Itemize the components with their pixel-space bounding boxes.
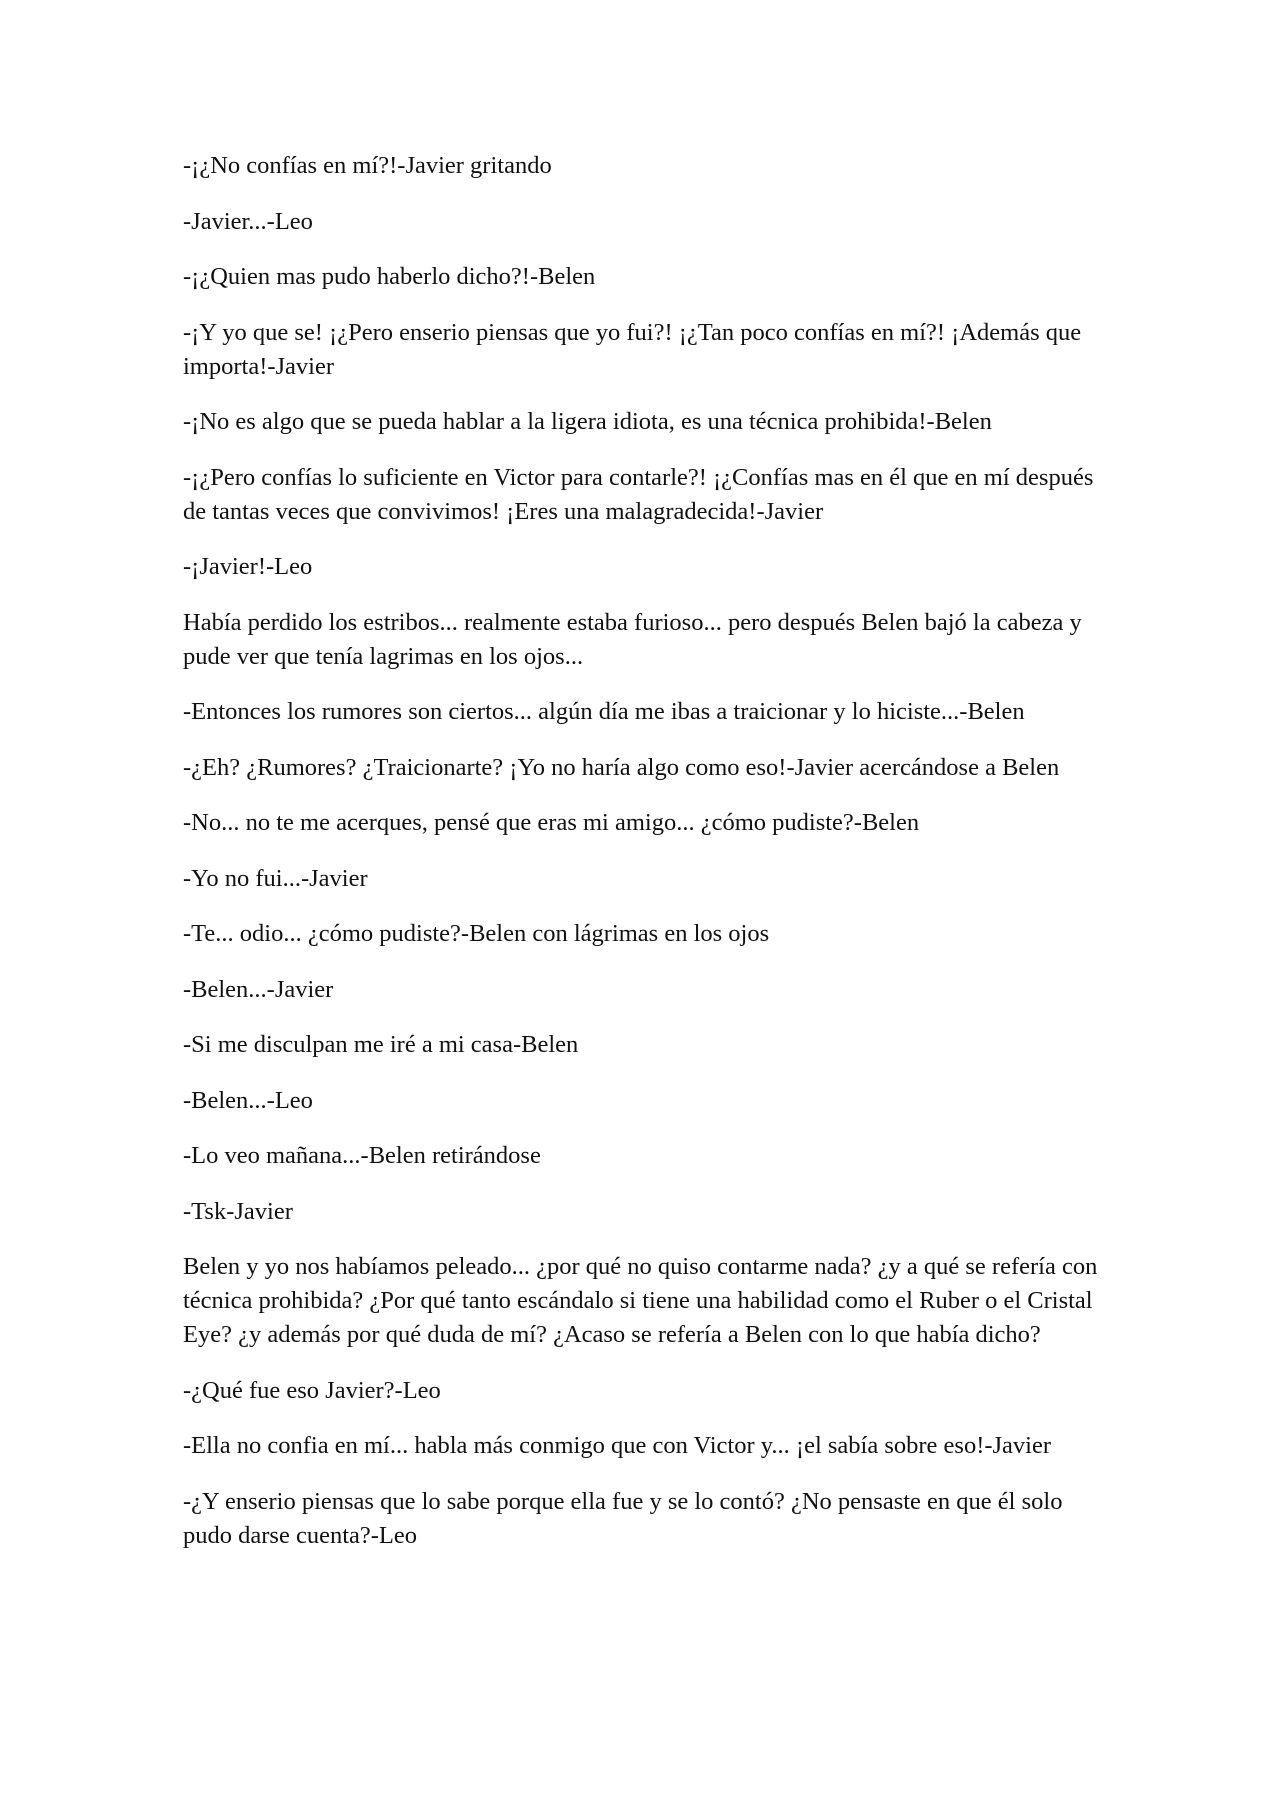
paragraph: -¡Y yo que se! ¡¿Pero enserio piensas que yo fui?! ¡¿Tan poco confías en mí?! ¡Además que importa!-Javier xyxy=(183,318,1082,380)
paragraph: -¡¿No confías en mí?!-Javier gritando xyxy=(183,152,552,179)
paragraph: -Te... odio... ¿cómo pudiste?-Belen con lágrimas en los ojos xyxy=(183,920,770,947)
paragraph: -Si me disculpan me iré a mi casa-Belen xyxy=(183,1031,579,1058)
paragraph: -Entonces los rumores son ciertos... algún día me ibas a traicionar y lo hiciste...-Belen xyxy=(183,698,1025,725)
paragraph: -Ella no confia en mí... habla más conmigo que con Victor y... ¡el sabía sobre eso!-Javier xyxy=(183,1432,1052,1459)
paragraph: -¡¿Pero confías lo suficiente en Victor para contarle?! ¡¿Confías mas en él que en mí después de tantas veces que convivimos! ¡Eres una malagradecida!-Javier xyxy=(183,463,1094,525)
paragraph: -Javier...-Leo xyxy=(183,207,313,235)
paragraph: -¡Javier!-Leo xyxy=(183,553,313,580)
paragraph: -Belen...-Leo xyxy=(183,1086,313,1114)
paragraph: -Yo no fui...-Javier xyxy=(183,864,368,892)
paragraph: -Lo veo mañana...-Belen retirándose xyxy=(183,1142,541,1169)
paragraph: Belen y yo nos habíamos peleado... ¿por qué no quiso contarme nada? ¿y a qué se refería con técnica prohibida? ¿Por qué tanto escándalo si tiene una habilidad como el Ruber o el Cristal Eye? ¿y además por qué duda de mí? ¿Acaso se refería a Belen con lo que había dicho? xyxy=(183,1253,1098,1348)
paragraph: -¿Qué fue eso Javier?-Leo xyxy=(183,1376,441,1404)
document-body xyxy=(183,149,1103,1574)
paragraph: -Tsk-Javier xyxy=(183,1197,293,1225)
paragraph: -Belen...-Javier xyxy=(183,975,334,1003)
paragraph: -¡¿Quien mas pudo haberlo dicho?!-Belen xyxy=(183,263,596,290)
paragraph: -¿Y enserio piensas que lo sabe porque ella fue y se lo contó? ¿No pensaste en que él solo pudo darse cuenta?-Leo xyxy=(183,1487,1063,1549)
paragraph: Había perdido los estribos... realmente estaba furioso... pero después Belen bajó la cabeza y pude ver que tenía lagrimas en los ojos... xyxy=(183,608,1082,670)
paragraph: -No... no te me acerques, pensé que eras mi amigo... ¿cómo pudiste?-Belen xyxy=(183,809,920,836)
paragraph: -¡No es algo que se pueda hablar a la ligera idiota, es una técnica prohibida!-Belen xyxy=(183,408,992,435)
paragraph: -¿Eh? ¿Rumores? ¿Traicionarte? ¡Yo no haría algo como eso!-Javier acercándose a Belen xyxy=(183,753,1060,781)
